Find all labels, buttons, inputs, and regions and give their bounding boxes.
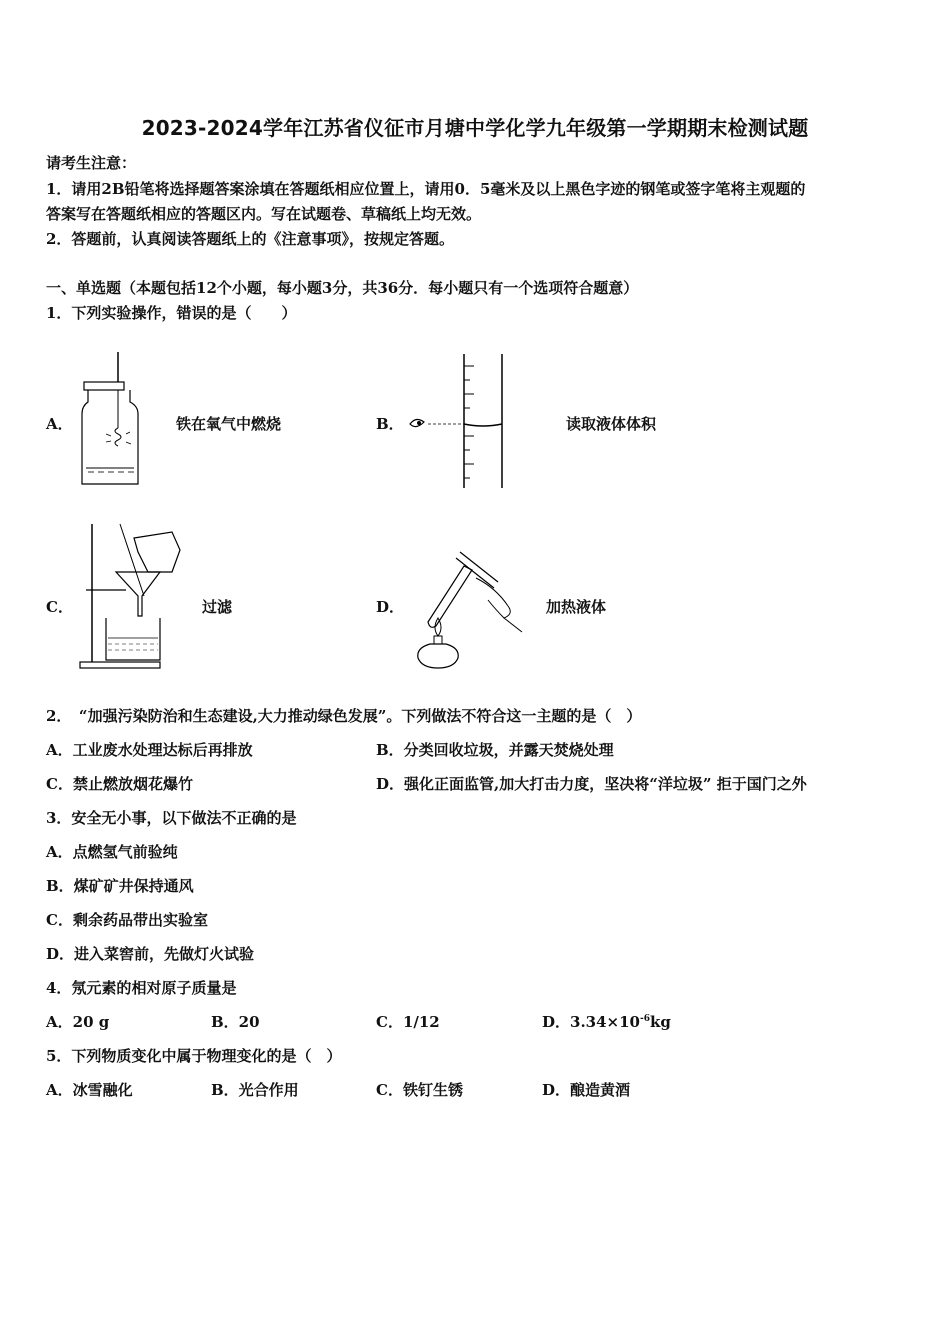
alcohol-lamp-icon [404,548,524,673]
eye-icon [404,352,514,492]
funnel-icon [76,520,186,672]
notice-line-1a: 1．请用2B铅笔将选择题答案涂填在答题纸相应位置上，请用0．5毫米及以上黑色字迹的钢笔或签字笔将主观题的 [46,180,806,198]
q1-option-a-letter: A． [46,415,73,433]
filtration-figure [76,520,186,672]
notice-heading: 请考生注意： [46,154,137,172]
section-heading: 一、单选题（本题包括12个小题，每小题3分，共36分．每小题只有一个选项符合题意） [46,279,639,297]
q3-option-d: D．进入菜窖前，先做灯火试验 [46,945,255,963]
q5-option-c: C．铁钉生锈 [376,1081,463,1099]
q3-option-b: B．煤矿矿井保持通风 [46,877,194,895]
q4-option-c: C．1/12 [376,1013,440,1031]
q1-option-d-letter: D． [376,598,405,616]
q1-stem: 1．下列实验操作，错误的是（ ） [46,304,297,322]
q4-option-d: D．$3.34\times 10^{-6}kg$ [542,1013,671,1031]
q2-option-c: C．禁止燃放烟花爆竹 [46,775,193,793]
q5-option-d: D．酿造黄酒 [542,1081,631,1099]
graduated-cylinder-figure [404,352,514,492]
q5-option-a: A．冰雪融化 [46,1081,133,1099]
q4-option-b: B．20 [211,1013,260,1031]
page-title: 2023-2024学年江苏省仪征市月塘中学化学九年级第一学期期末检测试题 [141,116,809,140]
gas-bottle-icon [76,350,146,490]
q2-stem: 2． “加强污染防治和生态建设,大力推动绿色发展”。下列做法不符合这一主题的是（ ） [46,707,642,725]
q1-option-c-caption: 过滤 [202,598,233,616]
q5-stem: 5．下列物质变化中属于物理变化的是（ ） [46,1047,342,1065]
q3-option-a: A．点燃氢气前验纯 [46,843,178,861]
q3-option-c: C．剩余药品带出实验室 [46,911,208,929]
iron-combustion-figure [76,350,146,490]
q4-option-a: A．20 g [46,1013,110,1031]
q5-option-b: B．光合作用 [211,1081,299,1099]
q2-option-a: A．工业废水处理达标后再排放 [46,741,253,759]
q3-stem: 3．安全无小事，以下做法不正确的是 [46,809,297,827]
q4-stem: 4．氖元素的相对原子质量是 [46,979,237,997]
q1-option-c-letter: C． [46,598,73,616]
q2-option-b: B．分类回收垃圾，并露天焚烧处理 [376,741,614,759]
q1-option-b-letter: B． [376,415,404,433]
heating-liquid-figure [404,548,524,673]
q1-option-b-caption: 读取液体体积 [566,415,657,433]
notice-line-1b: 答案写在答题纸相应的答题区内。写在试题卷、草稿纸上均无效。 [46,205,482,223]
q1-option-a-caption: 铁在氧气中燃烧 [176,415,282,433]
q2-option-d: D．强化正面监管,加大打击力度，坚决将“洋垃圾” 拒于国门之外 [376,775,807,793]
notice-line-2: 2．答题前，认真阅读答题纸上的《注意事项》，按规定答题。 [46,230,454,248]
q1-option-d-caption: 加热液体 [546,598,607,616]
